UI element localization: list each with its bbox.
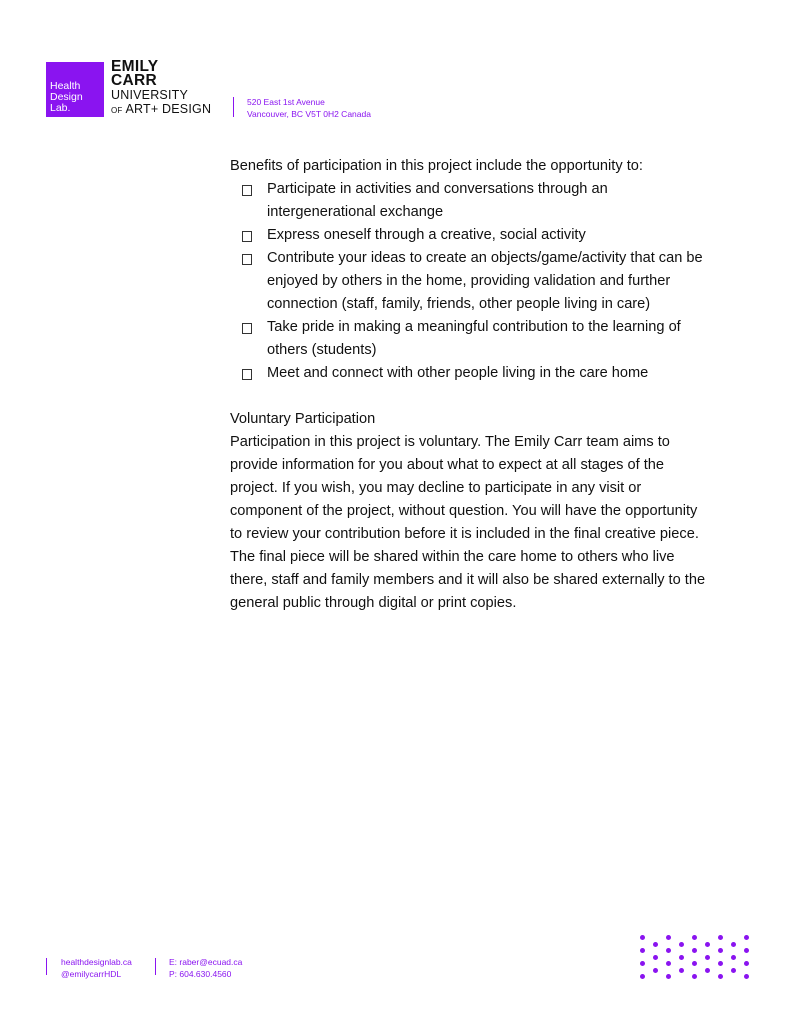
- list-item: [267, 362, 710, 385]
- address: [247, 96, 371, 120]
- footer-phone: P: 604.630.4560: [169, 969, 232, 979]
- dot: [666, 961, 671, 966]
- logo-of: OF: [111, 106, 123, 115]
- address-line: Vancouver, BC V5T 0H2 Canada: [247, 109, 371, 119]
- dot: [744, 935, 749, 940]
- dot: [744, 974, 749, 979]
- list-item: [267, 224, 710, 247]
- dot: [744, 961, 749, 966]
- dot: [640, 974, 645, 979]
- dot-pattern-decoration: [636, 932, 756, 982]
- dot: [679, 955, 684, 960]
- dot: [653, 942, 658, 947]
- health-design-lab-logo: [46, 62, 104, 117]
- logo-university: UNIVERSITY: [111, 88, 189, 102]
- footer-email: E: raber@ecuad.ca: [169, 957, 243, 967]
- checkbox-icon: [242, 369, 252, 380]
- dot: [731, 942, 736, 947]
- dot: [705, 942, 710, 947]
- dot: [692, 948, 697, 953]
- dot: [666, 974, 671, 979]
- logo-emily: EMILY: [111, 58, 159, 75]
- dot: [718, 948, 723, 953]
- voluntary-heading: Voluntary Participation: [230, 411, 376, 427]
- benefits-heading: Benefits of participation in this project include the opportunity to:: [230, 158, 643, 174]
- logo-line: Lab.: [50, 102, 71, 114]
- checkbox-icon: [242, 323, 252, 334]
- dot: [653, 968, 658, 973]
- dot: [718, 974, 723, 979]
- dot: [666, 935, 671, 940]
- emily-carr-logo: [111, 60, 211, 118]
- checkbox-icon: [242, 254, 252, 265]
- logo-art-design: ART+ DESIGN: [125, 102, 212, 116]
- checkbox-icon: [242, 185, 252, 196]
- divider: [233, 97, 234, 117]
- checkbox-icon: [242, 231, 252, 242]
- logo-line: Health: [50, 80, 81, 92]
- benefits-list: [230, 178, 710, 385]
- list-item-text: Contribute your ideas to create an objects/game/activity that can be enjoyed by others in the home, providing validation and further connection (staff, family, friends, other people living in care): [267, 250, 703, 312]
- dot: [705, 968, 710, 973]
- list-item-text: Participate in activities and conversations through an intergenerational exchange: [267, 181, 608, 220]
- logo-line: Design: [50, 91, 83, 103]
- dot: [731, 968, 736, 973]
- address-line: 520 East 1st Avenue: [247, 97, 325, 107]
- body-content: [230, 155, 710, 615]
- list-item-text: Express oneself through a creative, social activity: [267, 227, 586, 243]
- dot: [679, 968, 684, 973]
- footer-web: [61, 956, 132, 980]
- voluntary-body: Participation in this project is voluntary. The Emily Carr team aims to provide information for you about what to expect at all stages of the project. If you wish, you may decline to participate in any visit or component of the project, without question. You will have the opportunity to review your contribution before it is included in the final creative piece. The final piece will be shared within the care home to others who live there, staff and family members and it will also be shared externally to the general public through digital or print copies.: [230, 434, 706, 611]
- dot: [692, 961, 697, 966]
- list-item: [267, 247, 710, 316]
- dot: [705, 955, 710, 960]
- dot: [731, 955, 736, 960]
- list-item: [267, 178, 710, 224]
- dot: [640, 961, 645, 966]
- footer-social: @emilycarrHDL: [61, 969, 122, 979]
- dot: [718, 961, 723, 966]
- dot: [744, 948, 749, 953]
- list-item-text: Meet and connect with other people living in the care home: [267, 365, 649, 381]
- footer-contact: [169, 956, 242, 980]
- dot: [692, 974, 697, 979]
- dot: [640, 948, 645, 953]
- list-item: [267, 316, 710, 362]
- footer-website: healthdesignlab.ca: [61, 957, 132, 967]
- dot: [679, 942, 684, 947]
- dot: [640, 935, 645, 940]
- footer-divider: [46, 958, 47, 975]
- dot: [666, 948, 671, 953]
- dot: [718, 935, 723, 940]
- dot: [692, 935, 697, 940]
- footer-divider: [155, 958, 156, 975]
- logo-carr: CARR: [111, 72, 157, 89]
- dot: [653, 955, 658, 960]
- list-item-text: Take pride in making a meaningful contribution to the learning of others (students): [267, 319, 681, 358]
